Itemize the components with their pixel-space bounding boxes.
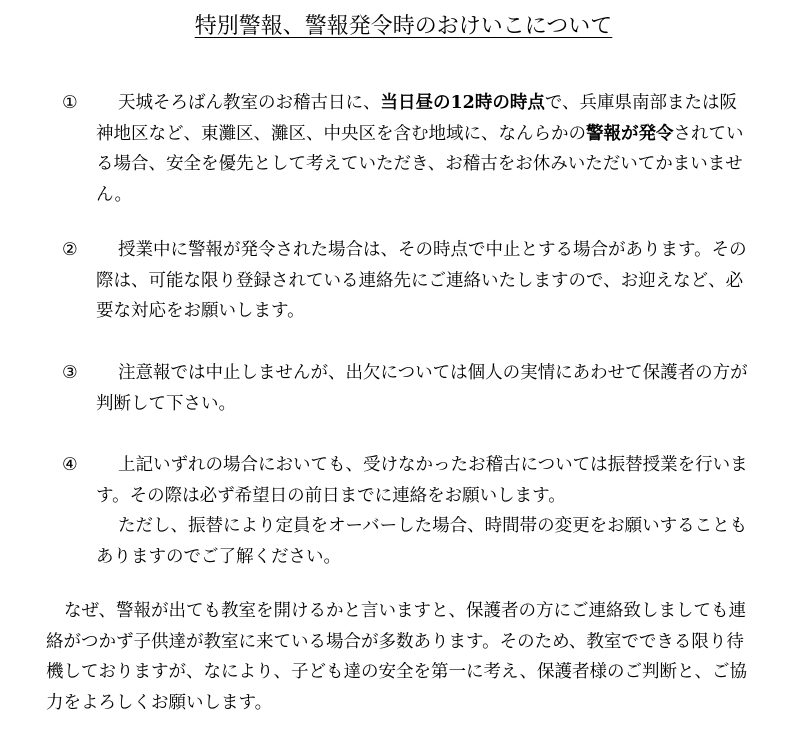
item-text: 上記いずれの場合においても、受けなかったお稽古については振替授業を行います。その際は必ず希望日の前日までに連絡をお願いします。: [96, 455, 748, 506]
item-text: 注意報では中止しませんが、出欠については個人の実情にあわせて保護者の方が判断して下さい。: [96, 363, 748, 414]
emphasis-noon: 当日昼の12時の時点: [380, 93, 545, 113]
closing-paragraph: なぜ、警報が出ても教室を開けるかと言いますと、保護者の方にご連絡致しましても連絡がつかず子供達が教室に来ている場合が多数あります。そのため、教室でできる限り待機しておりますが、なにより、子ども達の安全を第一に考え、保護者様のご判断と、ご協力をよろしくお願いします。: [46, 601, 748, 713]
item-number: ④: [62, 455, 78, 475]
list-item-1: [62, 88, 752, 210]
item-note: ただし、振替により定員をオーバーした場合、時間帯の変更をお願いすることもありますのでご了解ください。: [96, 516, 748, 567]
page-title: 特別警報、警報発令時のおけいこについて: [194, 14, 613, 39]
item-number: ②: [62, 240, 78, 260]
item-text: 天城そろばん教室のお稽古日に、当日昼の12時の時点で、兵庫県南部または阪神地区など、東灘区、灘区、中央区を含む地域に、なんらかの警報が発令されている場合、安全を優先として考えていただき、お稽古をお休みいただいてかまいません。: [96, 93, 744, 205]
list-item-2: [62, 235, 752, 327]
item-number: ①: [62, 93, 78, 113]
list-item-3: [62, 358, 752, 419]
item-number: ③: [62, 363, 78, 383]
item-text: 授業中に警報が発令された場合は、その時点で中止とする場合があります。その際は、可能な限り登録されている連絡先にご連絡いたしますので、お迎えなど、必要な対応をお願いします。: [96, 240, 747, 321]
emphasis-warning: 警報が発令: [586, 123, 674, 144]
list-item-4: [62, 450, 752, 572]
